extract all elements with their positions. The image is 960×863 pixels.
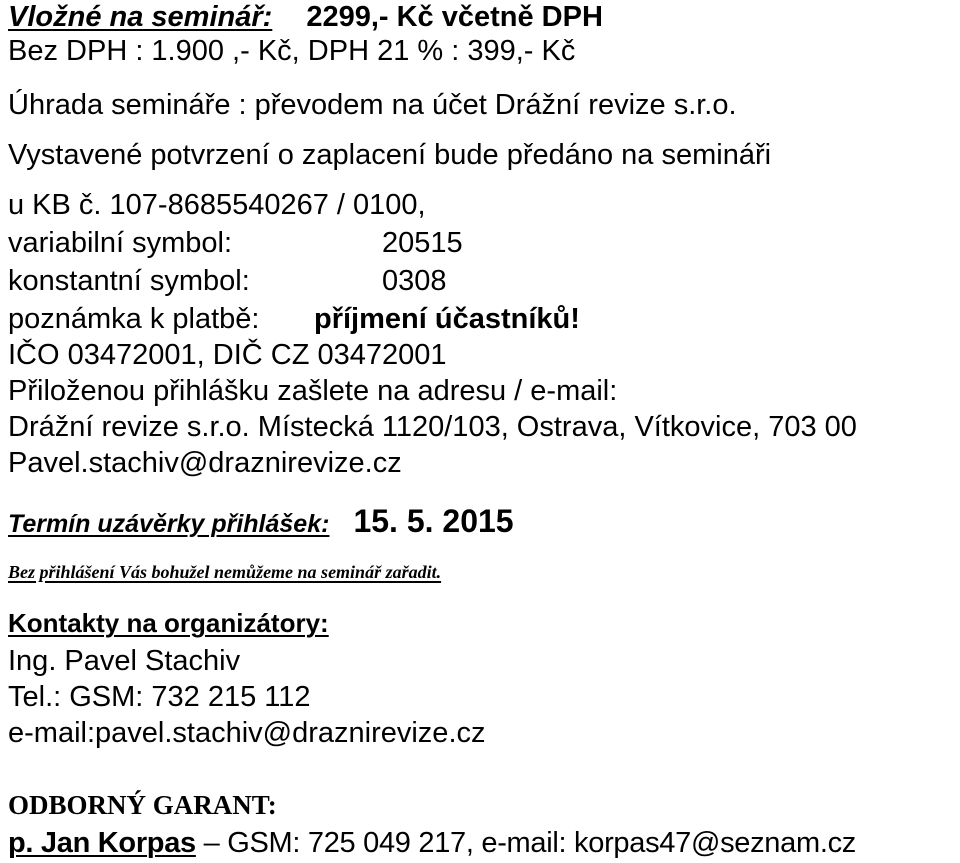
variable-symbol-label: variabilní symbol:: [8, 227, 233, 259]
guarantor-heading: ODBORNÝ GARANT:: [8, 790, 277, 820]
bank-account-line: u KB č. 107-8685540267 / 0100,: [8, 189, 426, 221]
price-without-vat-line: Bez DPH : 1.900 ,- Kč, DPH 21 % : 399,- Kč: [8, 35, 576, 67]
constant-symbol-label: konstantní symbol:: [8, 265, 250, 297]
contact-email: e-mail:pavel.stachiv@draznirevize.cz: [8, 717, 486, 749]
deadline-date: 15. 5. 2015: [353, 503, 514, 539]
company-name: Drážní revize s.r.o.: [8, 411, 250, 443]
payment-method-line: Úhrada semináře : převodem na účet Drážní revize s.r.o.: [8, 89, 737, 121]
variable-symbol-value: 20515: [382, 227, 463, 259]
contacts-heading: Kontakty na organizátory:: [8, 608, 329, 638]
company-email-line: Pavel.stachiv@draznirevize.cz: [8, 447, 402, 479]
contact-phone: Tel.: GSM: 732 215 112: [8, 681, 311, 713]
guarantor-details: – GSM: 725 049 217, e-mail: korpas47@seznam.cz: [195, 827, 856, 859]
constant-symbol-value: 0308: [382, 265, 447, 297]
send-instruction-line: Přiloženou přihlášku zašlete na adresu / e-mail:: [8, 375, 618, 407]
company-address: Místecká 1120/103, Ostrava, Vítkovice, 703 00: [249, 411, 857, 443]
guarantor-name: p. Jan Korpas: [8, 827, 196, 859]
deadline-warning: Bez přihlášení Vás bohužel nemůžeme na seminář zařadit.: [8, 562, 442, 582]
constant-symbol-line: [8, 264, 447, 298]
price-with-vat-line: [8, 0, 603, 34]
deadline-line: [8, 504, 514, 541]
contact-name: Ing. Pavel Stachiv: [8, 645, 241, 677]
deadline-label: Termín uzávěrky přihlášek:: [8, 510, 330, 538]
payment-note-value: příjmení účastníků!: [314, 303, 580, 335]
variable-symbol-line: [8, 226, 463, 260]
payment-note-line: [8, 302, 580, 336]
payment-confirmation-line: Vystavené potvrzení o zaplacení bude předáno na semináři: [8, 139, 772, 171]
price-label: Vložné na seminář:: [8, 1, 273, 33]
payment-note-label: poznámka k platbě:: [8, 303, 260, 335]
company-ids-line: IČO 03472001, DIČ CZ 03472001: [8, 339, 447, 371]
guarantor-line: [8, 826, 856, 860]
company-address-line: [8, 410, 857, 444]
price-value: 2299,- Kč včetně DPH: [306, 1, 603, 33]
